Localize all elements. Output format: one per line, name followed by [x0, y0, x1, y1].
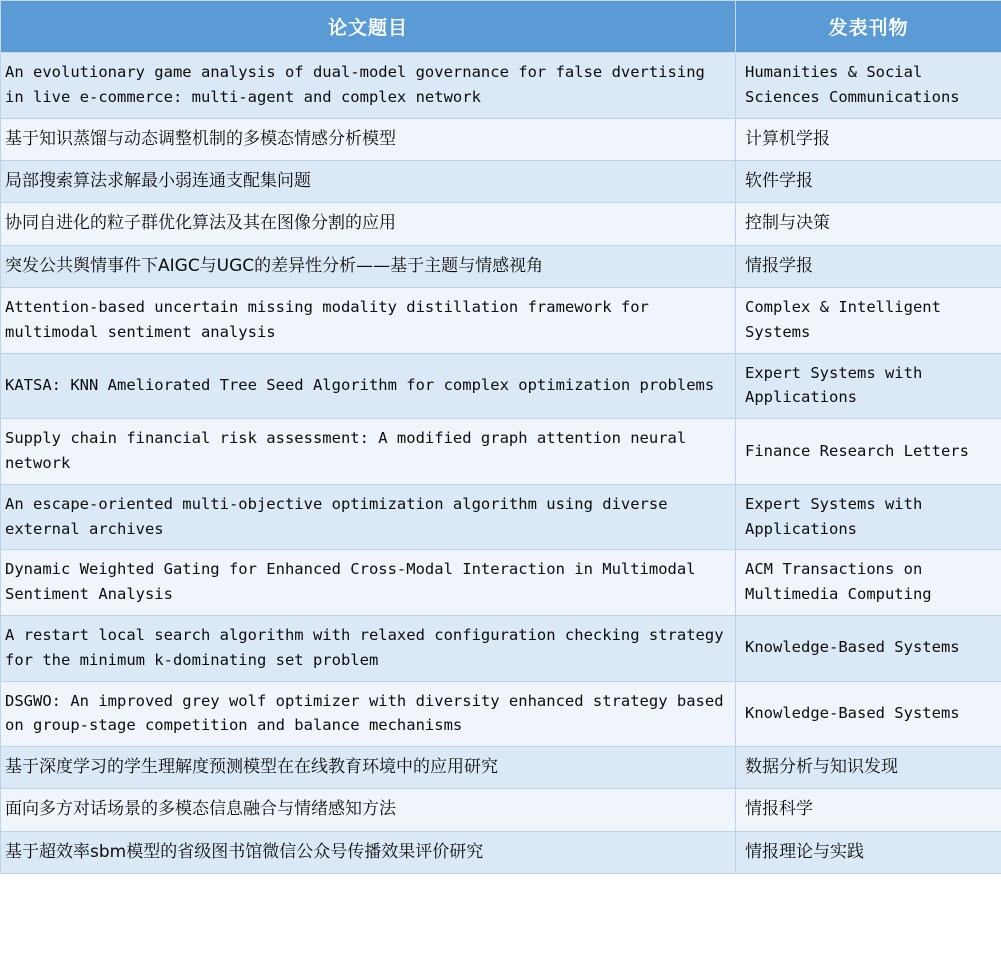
paper-title-cell: 基于超效率sbm模型的省级图书馆微信公众号传播效果评价研究 — [1, 831, 736, 873]
journal-cell: 数据分析与知识发现 — [736, 747, 1001, 789]
table-body — [1, 53, 1001, 874]
column-header-title: 论文题目 — [1, 1, 736, 53]
table-row — [1, 681, 1001, 747]
paper-title-cell: 基于深度学习的学生理解度预测模型在在线教育环境中的应用研究 — [1, 747, 736, 789]
table-row — [1, 203, 1001, 245]
journal-cell: Expert Systems with Applications — [736, 484, 1001, 550]
table-row — [1, 419, 1001, 485]
table-row — [1, 160, 1001, 202]
paper-title-cell: 突发公共舆情事件下AIGC与UGC的差异性分析——基于主题与情感视角 — [1, 245, 736, 287]
table-header — [1, 1, 1001, 53]
table-row — [1, 747, 1001, 789]
paper-title-cell: An escape-oriented multi-objective optimization algorithm using diverse external archives — [1, 484, 736, 550]
journal-cell: Knowledge-Based Systems — [736, 615, 1001, 681]
paper-title-cell: Supply chain financial risk assessment: A modified graph attention neural network — [1, 419, 736, 485]
table-header-row — [1, 1, 1001, 53]
paper-title-cell: A restart local search algorithm with relaxed configuration checking strategy for the minimum k-dominating set problem — [1, 615, 736, 681]
journal-cell: 软件学报 — [736, 160, 1001, 202]
journal-cell: ACM Transactions on Multimedia Computing — [736, 550, 1001, 616]
paper-title-cell: Attention-based uncertain missing modality distillation framework for multimodal sentiment analysis — [1, 287, 736, 353]
table-row — [1, 287, 1001, 353]
paper-title-cell: 面向多方对话场景的多模态信息融合与情绪感知方法 — [1, 789, 736, 831]
paper-title-cell: 局部搜索算法求解最小弱连通支配集问题 — [1, 160, 736, 202]
journal-cell: 情报学报 — [736, 245, 1001, 287]
paper-title-cell: An evolutionary game analysis of dual-model governance for false dvertising in live e-commerce: multi-agent and complex network — [1, 53, 736, 119]
journal-cell: 情报科学 — [736, 789, 1001, 831]
table-row — [1, 484, 1001, 550]
journal-cell: 计算机学报 — [736, 118, 1001, 160]
paper-title-cell: KATSA: KNN Ameliorated Tree Seed Algorithm for complex optimization problems — [1, 353, 736, 419]
paper-title-cell: 协同自进化的粒子群优化算法及其在图像分割的应用 — [1, 203, 736, 245]
table-row — [1, 53, 1001, 119]
table-row — [1, 245, 1001, 287]
paper-title-cell: Dynamic Weighted Gating for Enhanced Cross-Modal Interaction in Multimodal Sentiment Analysis — [1, 550, 736, 616]
table-row — [1, 789, 1001, 831]
table-row — [1, 831, 1001, 873]
table-row — [1, 550, 1001, 616]
paper-title-cell: 基于知识蒸馏与动态调整机制的多模态情感分析模型 — [1, 118, 736, 160]
journal-cell: Humanities & Social Sciences Communications — [736, 53, 1001, 119]
table-row — [1, 118, 1001, 160]
paper-title-cell: DSGWO: An improved grey wolf optimizer with diversity enhanced strategy based on group-stage competition and balance mechanisms — [1, 681, 736, 747]
journal-cell: Knowledge-Based Systems — [736, 681, 1001, 747]
journal-cell: Complex & Intelligent Systems — [736, 287, 1001, 353]
journal-cell: Finance Research Letters — [736, 419, 1001, 485]
table-row — [1, 353, 1001, 419]
journal-cell: Expert Systems with Applications — [736, 353, 1001, 419]
journal-cell: 控制与决策 — [736, 203, 1001, 245]
table-row — [1, 615, 1001, 681]
column-header-journal: 发表刊物 — [736, 1, 1001, 53]
journal-cell: 情报理论与实践 — [736, 831, 1001, 873]
